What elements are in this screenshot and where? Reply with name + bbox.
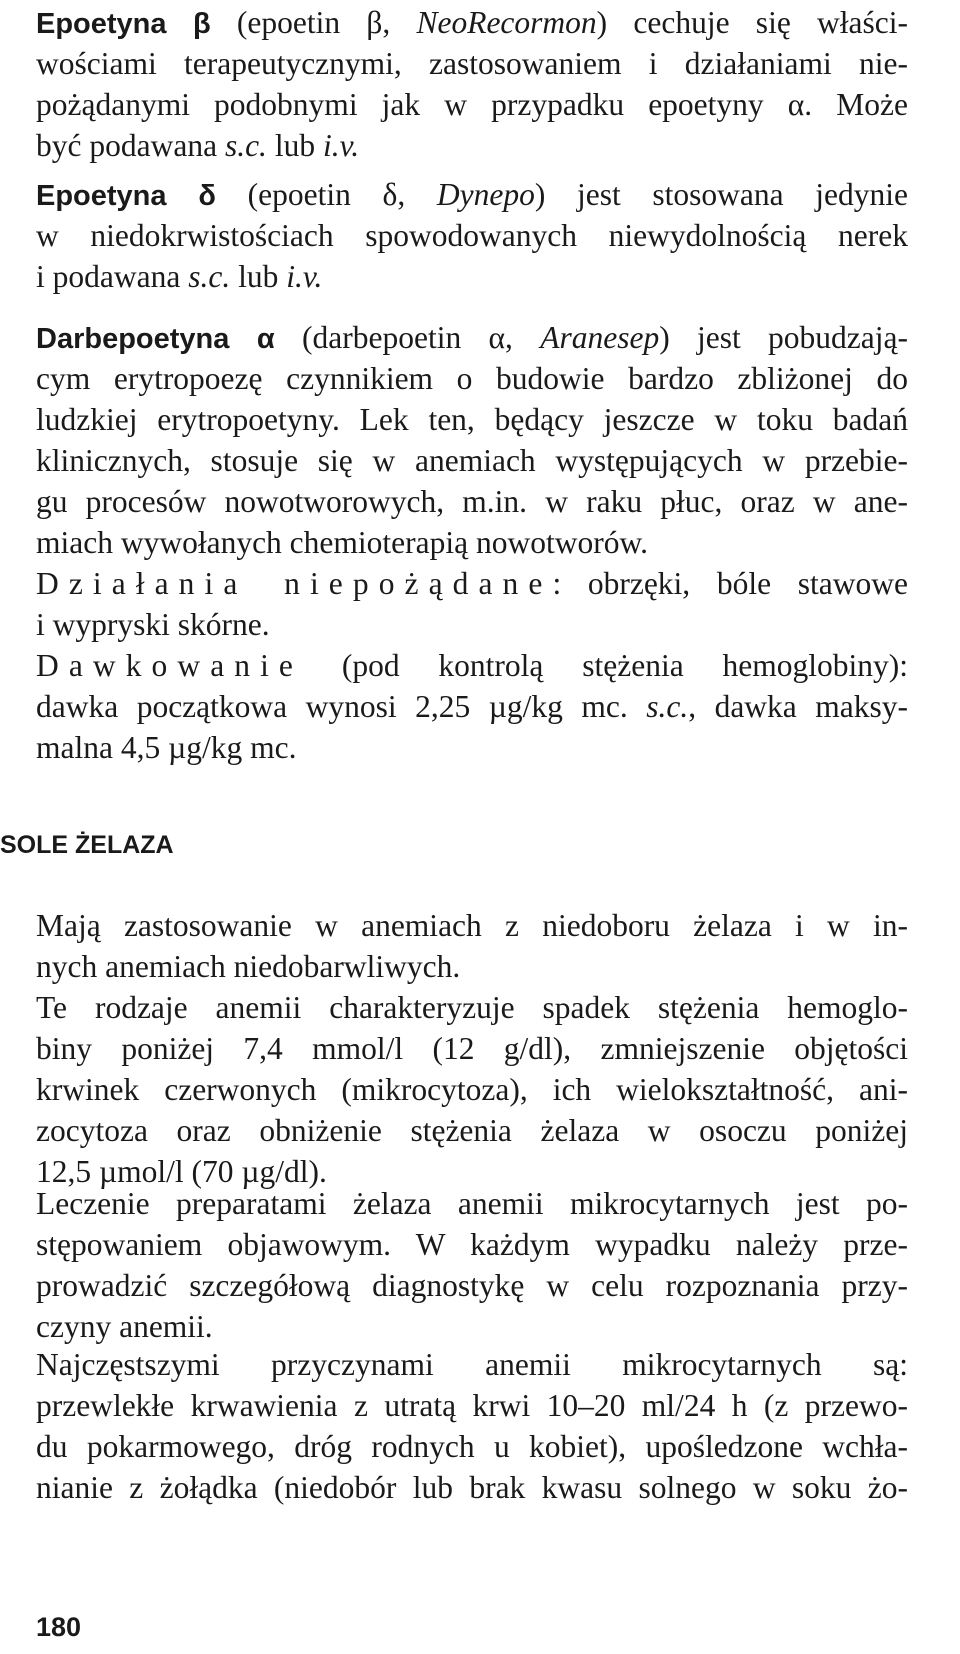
paragraph-darbepoetyna: [36, 317, 908, 768]
paragraph-sole-zelaza-intro: [36, 905, 908, 987]
text-line: Epoetyna β (epoetin β, NeoRecormon) cechuje się właści-: [36, 5, 908, 40]
text-line: biny poniżej 7,4 mmol/l (12 g/dl), zmniejszenie objętości: [36, 1031, 908, 1066]
text-line: Epoetyna δ (epoetin δ, Dynepo) jest stosowana jedynie: [36, 177, 908, 212]
text-line: malna 4,5 µg/kg mc.: [36, 730, 297, 765]
text-line: prowadzić szczegółową diagnostykę w celu rozpoznania przy-: [36, 1268, 908, 1303]
text-line: i podawana s.c. lub i.v.: [36, 259, 323, 294]
page-number: 180: [36, 1612, 82, 1642]
text-line: Darbepoetyna α (darbepoetin α, Aranesep) jest pobudzają-: [36, 320, 908, 355]
text-line: przewlekłe krwawienia z utratą krwi 10–20 ml/24 h (z przewo-: [36, 1388, 908, 1423]
text-line: klinicznych, stosuje się w anemiach występujących w przebie-: [36, 443, 908, 478]
text-line: w niedokrwistościach spowodowanych niewydolnością nerek: [36, 218, 908, 253]
text-line: być podawana s.c. lub i.v.: [36, 128, 360, 163]
text-line: nianie z żołądka (niedobór lub brak kwasu solnego w soku żo-: [36, 1470, 908, 1505]
text-line: czyny anemii.: [36, 1309, 213, 1344]
text-line: Te rodzaje anemii charakteryzuje spadek stężenia hemoglo-: [36, 990, 908, 1025]
text-line: Mają zastosowanie w anemiach z niedoboru żelaza i w in-: [36, 908, 908, 943]
text-line: Leczenie preparatami żelaza anemii mikrocytarnych jest po-: [36, 1186, 908, 1221]
text-line: 12,5 µmol/l (70 µg/dl).: [36, 1154, 327, 1189]
text-line: cym erytropoezę czynnikiem o budowie bardzo zbliżonej do: [36, 361, 908, 396]
text-line: ludzkiej erytropoetyny. Lek ten, będący jeszcze w toku badań: [36, 402, 908, 437]
text-line: du pokarmowego, dróg rodnych u kobiet), upośledzone wchła-: [36, 1429, 908, 1464]
text-line: Najczęstszymi przyczynami anemii mikrocytarnych są:: [36, 1347, 908, 1382]
paragraph-epoetyna-delta: [36, 174, 908, 297]
text-line: i wypryski skórne.: [36, 607, 270, 642]
text-line: Dawkowanie (pod kontrolą stężenia hemoglobiny):: [36, 648, 908, 683]
text-line: dawka początkowa wynosi 2,25 µg/kg mc. s.c., dawka maksy-: [36, 689, 908, 724]
text-line: nych anemiach niedobarwliwych.: [36, 949, 461, 984]
text-line: Działania niepożądane: obrzęki, bóle stawowe: [36, 566, 908, 601]
text-line: krwinek czerwonych (mikrocytoza), ich wielokształtność, ani-: [36, 1072, 908, 1107]
text-line: zocytoza oraz obniżenie stężenia żelaza w osoczu poniżej: [36, 1113, 908, 1148]
text-line: pożądanymi podobnymi jak w przypadku epoetyny α. Może: [36, 87, 908, 122]
paragraph-sole-zelaza-leczenie: [36, 1183, 908, 1347]
paragraph-sole-zelaza-charakterystyka: [36, 987, 908, 1192]
text-line: miach wywołanych chemioterapią nowotworów.: [36, 525, 649, 560]
text-line: wościami terapeutycznymi, zastosowaniem i działaniami nie-: [36, 46, 908, 81]
text-line: stępowaniem objawowym. W każdym wypadku należy prze-: [36, 1227, 908, 1262]
paragraph-sole-zelaza-przyczyny: [36, 1344, 908, 1508]
section-heading: SOLE ŻELAZA: [0, 831, 174, 859]
text-line: gu procesów nowotworowych, m.in. w raku płuc, oraz w ane-: [36, 484, 908, 519]
paragraph-epoetyna-beta: [36, 2, 908, 166]
